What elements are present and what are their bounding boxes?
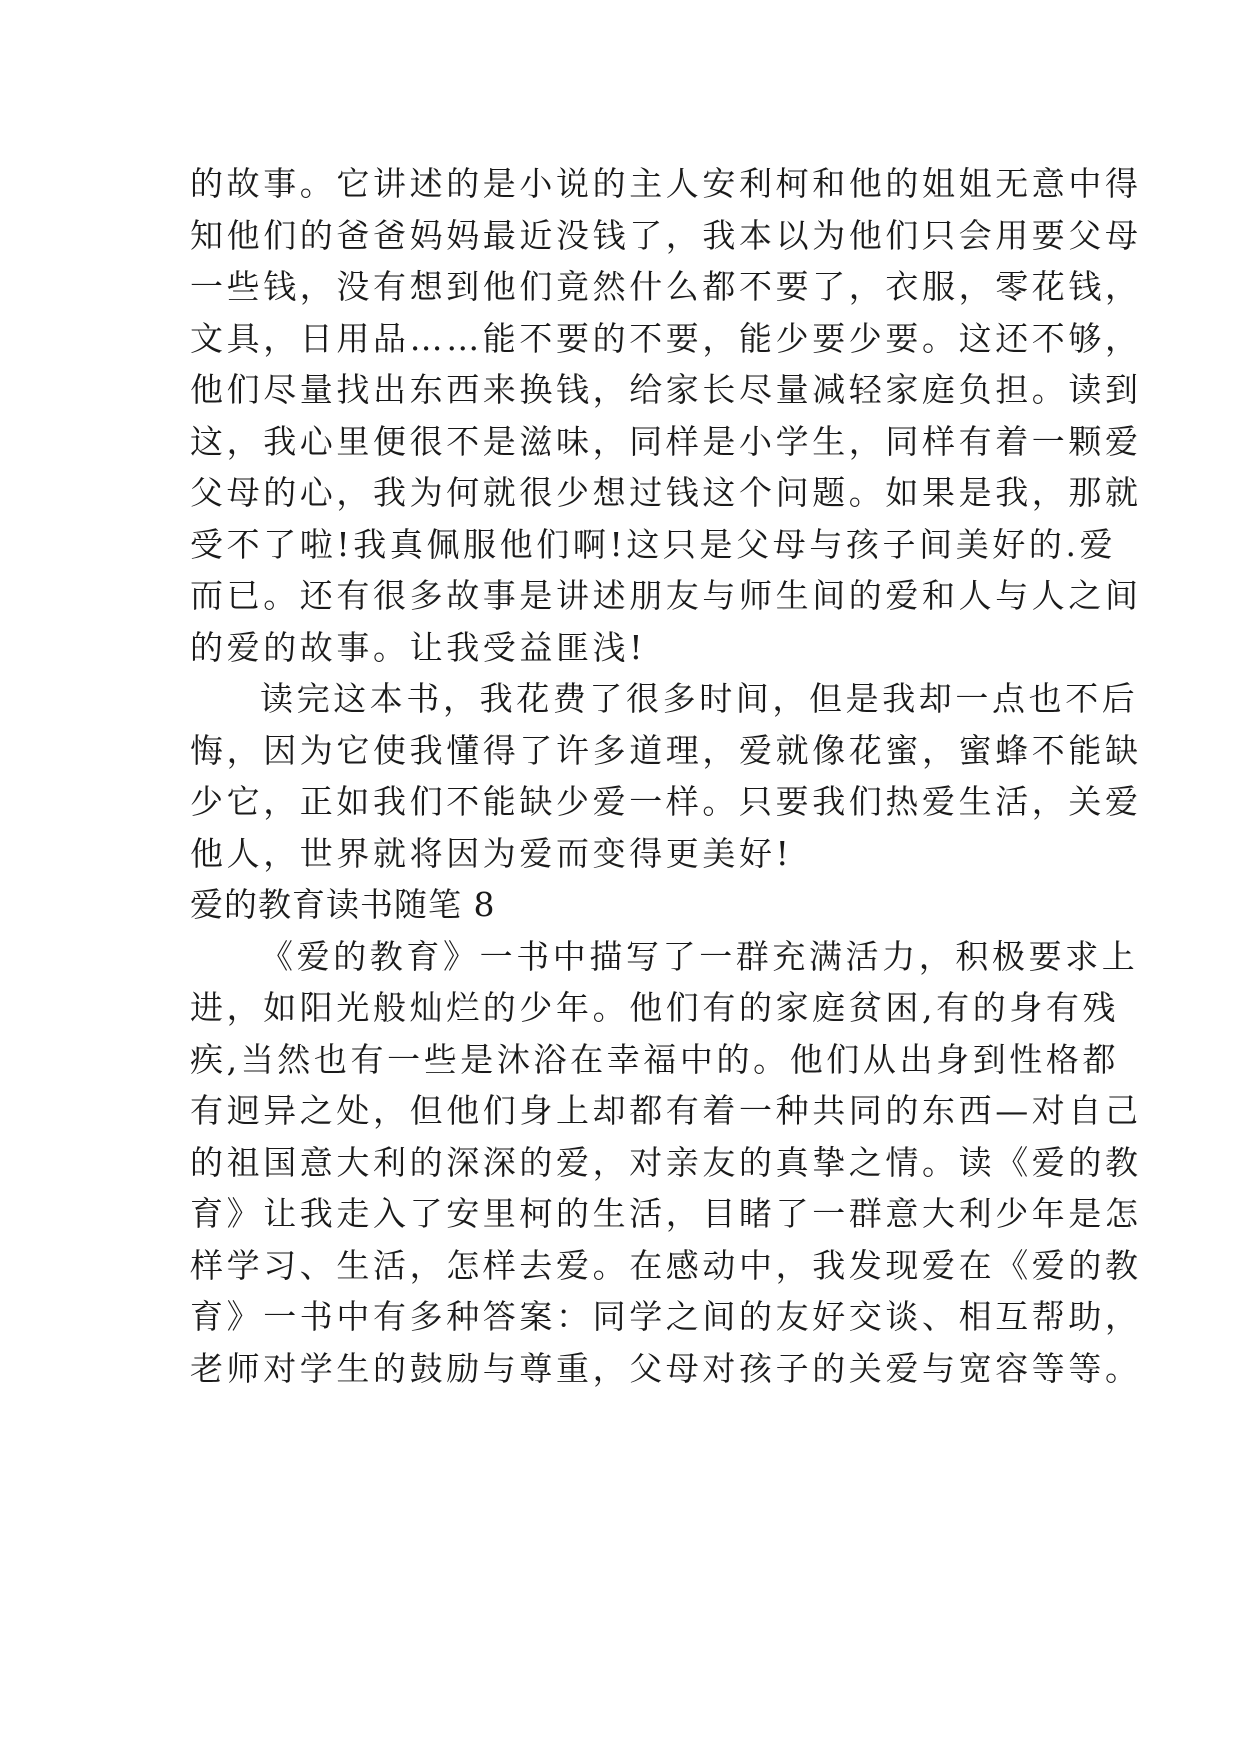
document-body (190, 158, 1142, 1394)
text-line: 育》让我走入了安里柯的生活，目睹了一群意大利少年是怎 (190, 1194, 1142, 1233)
text-line: 少它，正如我们不能缺少爱一样。只要我们热爱生活，关爱 (190, 782, 1142, 821)
text-line: 文具，日用品……能不要的不要，能少要少要。这还不够， (190, 318, 1142, 358)
text-line: 他人，世界就将因为爱而变得更美好! (190, 833, 793, 873)
text-line: 悔，因为它使我懂得了许多道理，爱就像花蜜，蜜蜂不能缺 (190, 730, 1142, 770)
text-line: 《爱的教育》一书中描写了一群充满活力，积极要求上 (260, 936, 1139, 976)
text-line: 疾,当然也有一些是沐浴在幸福中的。他们从出身到性格都 (190, 1039, 1120, 1079)
text-line: 育》一书中有多种答案：同学之间的友好交谈、相互帮助， (190, 1297, 1142, 1336)
paragraph-conclusion (190, 673, 1142, 879)
text-line: 进，如阳光般灿烂的少年。他们有的家庭贫困,有的身有残 (190, 988, 1120, 1027)
text-line: 老师对学生的鼓励与尊重，父母对孩子的关爱与宽容等等。 (190, 1348, 1142, 1388)
paragraph-continued (190, 158, 1142, 673)
text-line: 一些钱，没有想到他们竟然什么都不要了，衣服，零花钱， (190, 267, 1142, 306)
text-line: 受不了啦!我真佩服他们啊!这只是父母与孩子间美好的.爱 (190, 524, 1117, 564)
paragraph-essay-8 (190, 931, 1142, 1395)
text-line: 的故事。它讲述的是小说的主人安利柯和他的姐姐无意中得 (190, 164, 1142, 203)
text-line: 样学习、生活，怎样去爱。在感动中，我发现爱在《爱的教 (190, 1245, 1142, 1285)
text-line: 有迥异之处，但他们身上却都有着一种共同的东西—对自己 (190, 1091, 1142, 1130)
text-line: 读完这本书，我花费了很多时间，但是我却一点也不后 (260, 679, 1139, 718)
text-line: 他们尽量找出东西来换钱，给家长尽量减轻家庭负担。读到 (190, 370, 1142, 409)
text-line: 父母的心，我为何就很少想过钱这个问题。如果是我，那就 (190, 473, 1142, 512)
text-line: 这，我心里便很不是滋味，同样是小学生，同样有着一颗爱 (190, 421, 1142, 461)
text-line: 的祖国意大利的深深的爱，对亲友的真挚之情。读《爱的教 (190, 1142, 1142, 1182)
text-line: 知他们的爸爸妈妈最近没钱了，我本以为他们只会用要父母 (190, 215, 1142, 255)
text-line: 的爱的故事。让我受益匪浅! (190, 627, 647, 667)
section-heading: 爱的教育读书随笔 8 (190, 885, 496, 924)
text-line: 而已。还有很多故事是讲述朋友与师生间的爱和人与人之间 (190, 576, 1142, 615)
